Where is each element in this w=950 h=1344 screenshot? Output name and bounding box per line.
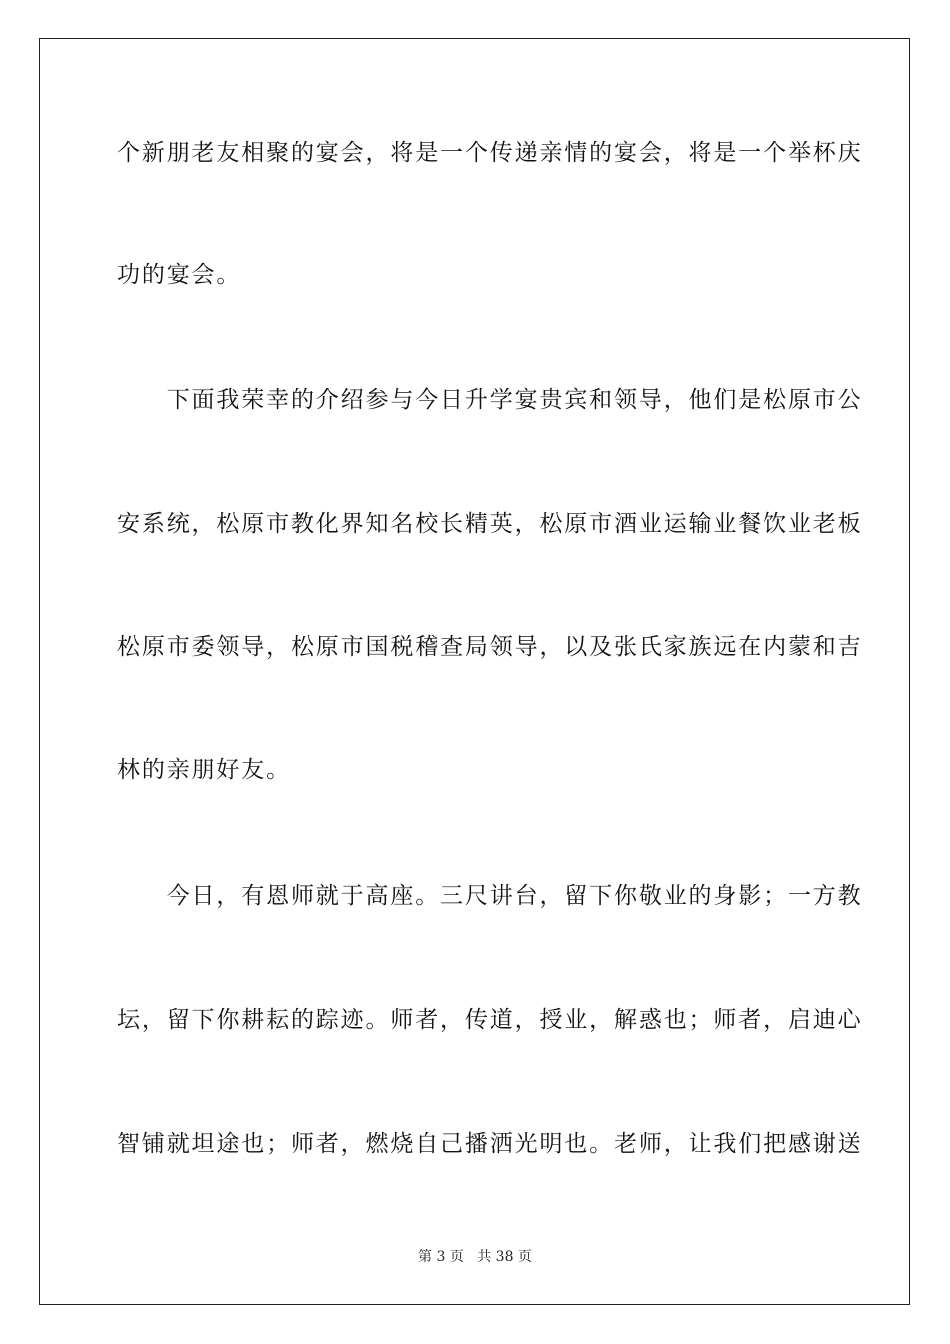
total-pages: 共 38 页 [477, 1249, 532, 1265]
text-line: 坛，留下你耕耘的踪迹。师者，传道，授业，解惑也；师者，启迪心 [117, 1007, 863, 1033]
text-line: 功的宴会。 [117, 262, 242, 288]
text-line: 安系统，松原市教化界知名校长精英，松原市酒业运输业餐饮业老板 [117, 511, 863, 537]
text-line: 松原市委领导，松原市国税稽查局领导，以及张氏家族远在内蒙和吉 [117, 634, 863, 660]
text-line: 个新朋老友相聚的宴会，将是一个传递亲情的宴会，将是一个举杯庆 [117, 140, 863, 166]
text-line: 林的亲朋好友。 [117, 757, 291, 783]
text-line: 今日，有恩师就于高座。三尺讲台，留下你敬业的身影；一方教 [117, 883, 863, 909]
page-footer [0, 1248, 950, 1266]
text-line: 智铺就坦途也；师者，燃烧自己播洒光明也。老师，让我们把感谢送 [117, 1131, 863, 1157]
page-number: 第 3 页 [418, 1249, 464, 1265]
text-line: 下面我荣幸的介绍参与今日升学宴贵宾和领导，他们是松原市公 [117, 387, 863, 413]
page-border [39, 38, 910, 1305]
